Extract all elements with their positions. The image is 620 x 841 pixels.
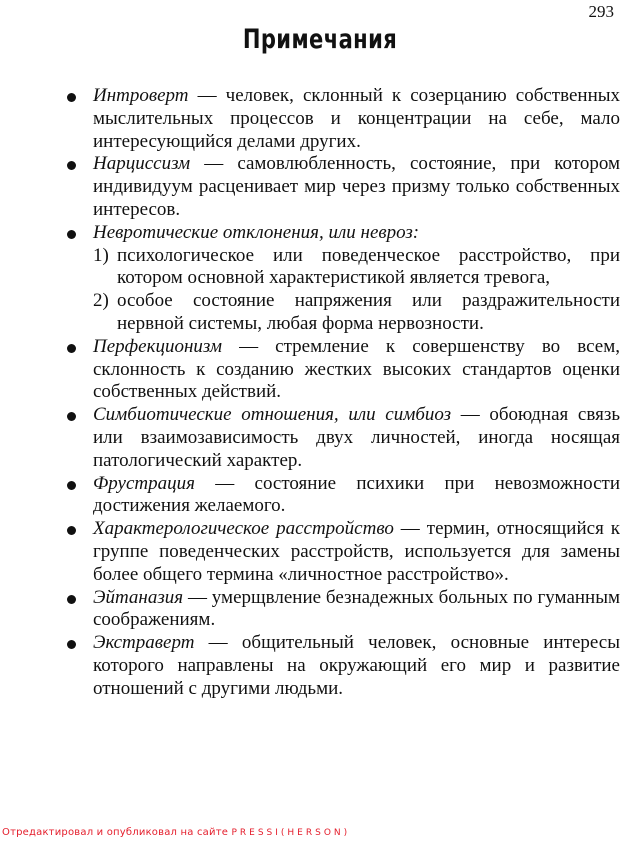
page-title: Примечания <box>242 24 398 55</box>
bullet-icon <box>67 595 76 604</box>
list-item <box>65 153 620 221</box>
bullet-icon <box>67 526 76 535</box>
bullet-icon <box>67 230 76 239</box>
term: Экстраверт <box>93 632 195 654</box>
footer-credit <box>2 827 350 838</box>
list-item <box>65 632 620 700</box>
list-item <box>65 473 620 519</box>
definition: — человек, склонный к созерцанию собственных мыслительных процессов и концентрации на себе, мало интересующийся делами других. <box>93 85 620 152</box>
list-item <box>65 404 620 472</box>
sub-item-text: особое состояние напряжения или раздражительности нервной системы, любая форма нервозности. <box>117 290 620 334</box>
list-item <box>65 85 620 153</box>
page-number: 293 <box>588 2 614 21</box>
list-item <box>65 587 620 633</box>
definition: — общительный человек, основные интересы которого направлены на окружающий его мир и развитие отношений с другими людьми. <box>93 632 620 699</box>
sub-list-item <box>65 290 620 336</box>
term: Симбиотические отношения, или симбиоз <box>93 404 452 426</box>
definition: — обоюдная связь или взаимозависимость двух личностей, иногда носящая патологический характер. <box>93 404 620 471</box>
footer-site: PRESSI(HERSON) <box>231 828 351 838</box>
list-item <box>65 518 620 586</box>
term: Нарциссизм <box>93 153 191 175</box>
sub-item-number: 2) <box>93 290 109 312</box>
sub-item-number: 1) <box>93 244 109 266</box>
term: Интроверт <box>93 85 189 106</box>
term: Характерологическое расстройство <box>93 518 394 540</box>
notes-list <box>65 85 620 701</box>
list-item <box>65 336 620 404</box>
bullet-icon <box>67 481 76 490</box>
list-item <box>65 222 620 245</box>
definition: — умерщвление безнадежных больных по гуманным соображениям. <box>93 586 620 631</box>
definition: — самовлюбленность, состояние, при котором индивидуум расценивает мир через призму только собственных интересов. <box>93 153 620 220</box>
definition: — стремление к совершенству во всем, склонность к созданию жестких высоких стандартов оценки собственных действий. <box>93 335 620 403</box>
term: Фрустрация <box>93 472 195 494</box>
footer-text: Отредактировал и опубликовал на сайте <box>2 827 232 838</box>
bullet-icon <box>67 161 76 170</box>
term: Перфекционизм <box>93 335 222 357</box>
bullet-icon <box>67 412 76 421</box>
term: Эйтаназия <box>93 586 184 608</box>
term: Невротические отклонения, или невроз: <box>93 221 420 243</box>
definition: — термин, относящийся к группе поведенческих расстройств, используется для замены более общего термина «личностное расстройство». <box>93 518 620 585</box>
bullet-icon <box>67 344 76 353</box>
sub-list-item <box>65 245 620 291</box>
definition: — состояние психики при невозможности достижения желаемого. <box>93 472 620 517</box>
bullet-icon <box>67 93 76 102</box>
sub-item-text: психологическое или поведенческое расстройство, при котором основной характеристикой является тревога, <box>117 244 620 289</box>
bullet-icon <box>67 640 76 649</box>
